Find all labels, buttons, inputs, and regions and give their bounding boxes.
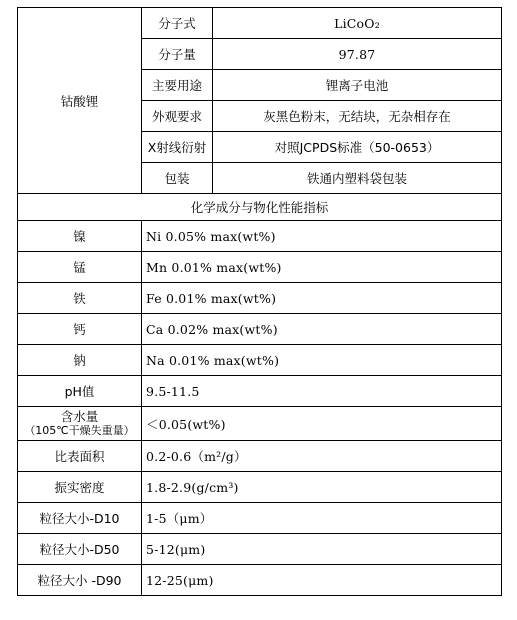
spec-label: 粒径大小-D50 (18, 534, 142, 565)
spec-label-note: （105℃干燥失重量） (24, 423, 135, 437)
spec-row (18, 345, 502, 376)
spec-value: Ni 0.05% max(wt%) (142, 221, 502, 252)
spec-value: 5-12(μm) (142, 534, 502, 565)
attr-value: 对照JCPDS标准（50-0653） (213, 132, 502, 163)
section-row (18, 194, 502, 221)
spec-table (17, 7, 502, 596)
attr-value: 灰黑色粉末，无结块，无杂相存在 (213, 101, 502, 132)
spec-row (18, 314, 502, 345)
spec-row (18, 534, 502, 565)
attr-label: 主要用途 (142, 70, 213, 101)
attr-value: 铁通内塑料袋包装 (213, 163, 502, 194)
attr-label: X射线衍射 (142, 132, 213, 163)
spec-label: 含水量 (60, 408, 99, 424)
spec-label: 钙 (18, 314, 142, 345)
spec-label: 钠 (18, 345, 142, 376)
attr-label: 分子式 (142, 8, 213, 39)
attr-label: 分子量 (142, 39, 213, 70)
spec-value: Na 0.01% max(wt%) (142, 345, 502, 376)
spec-row (18, 441, 502, 472)
spec-label-moisture (18, 407, 142, 441)
spec-label: 粒径大小-D10 (18, 503, 142, 534)
spec-label: 锰 (18, 252, 142, 283)
attr-row (18, 8, 502, 39)
spec-row (18, 472, 502, 503)
section-title: 化学成分与物化性能指标 (18, 194, 502, 221)
spec-value: 9.5-11.5 (142, 376, 502, 407)
attr-label: 包装 (142, 163, 213, 194)
spec-row (18, 283, 502, 314)
spec-value: Fe 0.01% max(wt%) (142, 283, 502, 314)
spec-value: 1.8-2.9(g/cm³) (142, 472, 502, 503)
spec-value: Ca 0.02% max(wt%) (142, 314, 502, 345)
spec-label: 比表面积 (18, 441, 142, 472)
spec-value: 0.2-0.6（m²/g） (142, 441, 502, 472)
spec-row (18, 221, 502, 252)
spec-label: 铁 (18, 283, 142, 314)
spec-label: 镍 (18, 221, 142, 252)
spec-row (18, 252, 502, 283)
spec-row (18, 565, 502, 596)
attr-value: 锂离子电池 (213, 70, 502, 101)
spec-value: 12-25(μm) (142, 565, 502, 596)
spec-label: pH值 (18, 376, 142, 407)
spec-value: 1-5（μm） (142, 503, 502, 534)
spec-row (18, 407, 502, 441)
spec-value: ＜0.05(wt%) (142, 407, 502, 441)
attr-value: LiCoO₂ (213, 8, 502, 39)
attr-label: 外观要求 (142, 101, 213, 132)
spec-label: 粒径大小 -D90 (18, 565, 142, 596)
attr-value: 97.87 (213, 39, 502, 70)
spec-value: Mn 0.01% max(wt%) (142, 252, 502, 283)
spec-row (18, 376, 502, 407)
product-name: 钴酸锂 (18, 8, 142, 194)
spec-label: 振实密度 (18, 472, 142, 503)
spec-row (18, 503, 502, 534)
